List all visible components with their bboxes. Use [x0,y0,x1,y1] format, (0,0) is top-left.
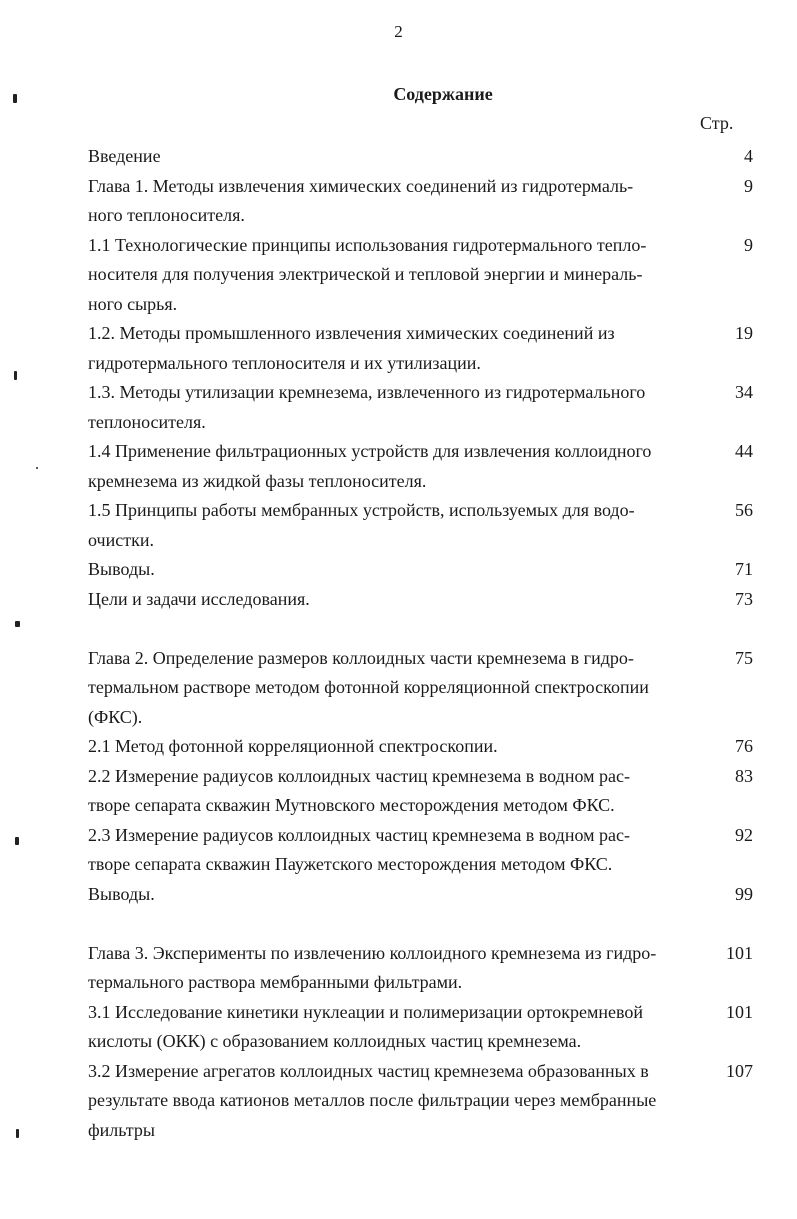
toc-entry-line: 1.1 Технологические принципы использования гидротермального тепло- [88,234,647,255]
toc-entry-introduction [88,142,753,172]
toc-entry-section-2-2 [88,762,753,821]
toc-entry-text [88,437,688,496]
toc-entry-line: кремнезема из жидкой фазы теплоносителя. [88,470,427,491]
toc-entry-section-1-2 [88,319,753,378]
toc-entry-chapter-2 [88,644,753,733]
toc-entry-page: 9 [744,175,753,196]
toc-entry-line: 2.3 Измерение радиусов коллоидных частиц кремнезема в водном рас- [88,824,630,845]
toc-entry-line: 1.2. Методы промышленного извлечения химических соединений из [88,323,615,343]
toc-entry-text [88,585,688,615]
toc-entry-line: результате ввода катионов металлов после фильтрации через мембранные [88,1090,657,1110]
toc-entry-page: 19 [735,323,753,343]
toc-entry-section-3-1 [88,998,753,1057]
scan-mark [14,371,17,380]
toc-entry-text [88,998,688,1057]
scan-mark [15,837,19,845]
toc-entry-page: 9 [744,234,753,255]
toc-entry-text [88,555,688,585]
toc-entry-page: 92 [735,824,753,845]
toc-entry-line: теплоносителя. [88,411,206,432]
toc-entry-line: 3.2 Измерение агрегатов коллоидных частиц кремнезема образованных в [88,1060,649,1081]
toc-entry-line: (ФКС). [88,706,143,727]
toc-entry-line: очистки. [88,529,154,550]
toc-entry-line: ного сырья. [88,293,178,314]
toc-entry-section-1-1 [88,231,753,320]
toc-entry-line: 1.3. Методы утилизации кремнезема, извлеченного из гидротермального [88,382,646,402]
toc-entry-line: Глава 3. Эксперименты по извлечению коллоидного кремнезема из гидро- [88,942,657,963]
toc-entry-section-2-1 [88,732,753,762]
toc-entry-section-1-3 [88,378,753,437]
toc-entry-line: Выводы. [88,559,155,579]
toc-entry-text [88,172,688,231]
document-title: Содержание [393,84,493,104]
toc-entry-page: 71 [735,559,753,579]
toc-entry-page: 83 [735,765,753,786]
toc-entry-line: 3.1 Исследование кинетики нуклеации и полимеризации ортокремневой [88,1001,644,1022]
toc-entry-page: 34 [735,382,753,402]
toc-entry-page: 73 [735,588,753,609]
toc-entry-page: 56 [735,500,753,520]
toc-entry-section-2-3 [88,821,753,880]
toc-entry-text [88,880,688,910]
toc-entry-section-1-4 [88,437,753,496]
page-number: 2 [394,22,403,41]
toc-entry-text [88,1057,688,1146]
toc-entry-line: Глава 2. Определение размеров коллоидных части кремнезема в гидро- [88,647,634,668]
toc-entry-conclusions-2 [88,880,753,910]
toc-entry-page: 75 [735,647,753,668]
toc-entry-text [88,231,688,320]
toc-entry-line: творе сепарата скважин Мутновского месторождения методом ФКС. [88,795,615,815]
toc-entry-line: Выводы. [88,883,155,904]
toc-entry-line: 1.4 Применение фильтрационных устройств для извлечения коллоидного [88,441,652,461]
scan-mark [16,1129,19,1138]
toc-entry-text [88,939,688,998]
toc-entry-text [88,319,688,378]
toc-entry-page: 44 [735,441,753,461]
toc-entry-line: ного теплоносителя. [88,205,245,225]
toc-entry-text [88,378,688,437]
toc-entry-goals [88,585,753,615]
toc-entry-line: творе сепарата скважин Паужетского месторождения методом ФКС. [88,854,613,874]
toc-entry-text [88,821,688,880]
toc-entry-conclusions-1 [88,555,753,585]
toc-entry-page: 101 [726,942,753,963]
toc-entry-chapter-1 [88,172,753,231]
table-of-contents [88,142,753,1145]
toc-entry-line: 1.5 Принципы работы мембранных устройств, используемых для водо- [88,500,635,520]
toc-entry-line: термальном растворе методом фотонной корреляционной спектроскопии [88,677,649,697]
toc-entry-page: 99 [735,883,753,904]
toc-entry-line: фильтры [88,1119,155,1140]
toc-entry-section-3-2 [88,1057,753,1146]
toc-entry-line: 2.2 Измерение радиусов коллоидных частиц кремнезема в водном рас- [88,765,630,786]
toc-entry-text [88,732,688,762]
toc-entry-text [88,496,688,555]
page-column-header: Стр. [700,113,734,133]
scan-mark [13,94,17,103]
toc-entry-line: Введение [88,146,161,166]
toc-entry-text [88,762,688,821]
section-gap [88,614,753,644]
toc-entry-line: 2.1 Метод фотонной корреляционной спектроскопии. [88,736,498,756]
toc-entry-text [88,142,688,172]
toc-entry-section-1-5 [88,496,753,555]
scan-mark [36,467,38,469]
toc-entry-line: Цели и задачи исследования. [88,588,310,609]
toc-entry-page: 101 [726,1001,753,1022]
toc-entry-line: кислоты (ОКК) с образованием коллоидных частиц кремнезема. [88,1031,582,1051]
toc-entry-page: 107 [726,1060,753,1081]
toc-entry-line: Глава 1. Методы извлечения химических соединений из гидротермаль- [88,175,634,196]
section-gap [88,909,753,939]
scan-mark [15,621,20,627]
toc-entry-text [88,644,688,733]
toc-entry-page: 76 [735,736,753,756]
toc-entry-line: термального раствора мембранными фильтрами. [88,972,463,992]
toc-entry-line: гидротермального теплоносителя и их утилизации. [88,352,481,373]
toc-entry-chapter-3 [88,939,753,998]
toc-entry-line: носителя для получения электрической и тепловой энергии и минераль- [88,264,643,284]
toc-entry-page: 4 [744,146,753,166]
